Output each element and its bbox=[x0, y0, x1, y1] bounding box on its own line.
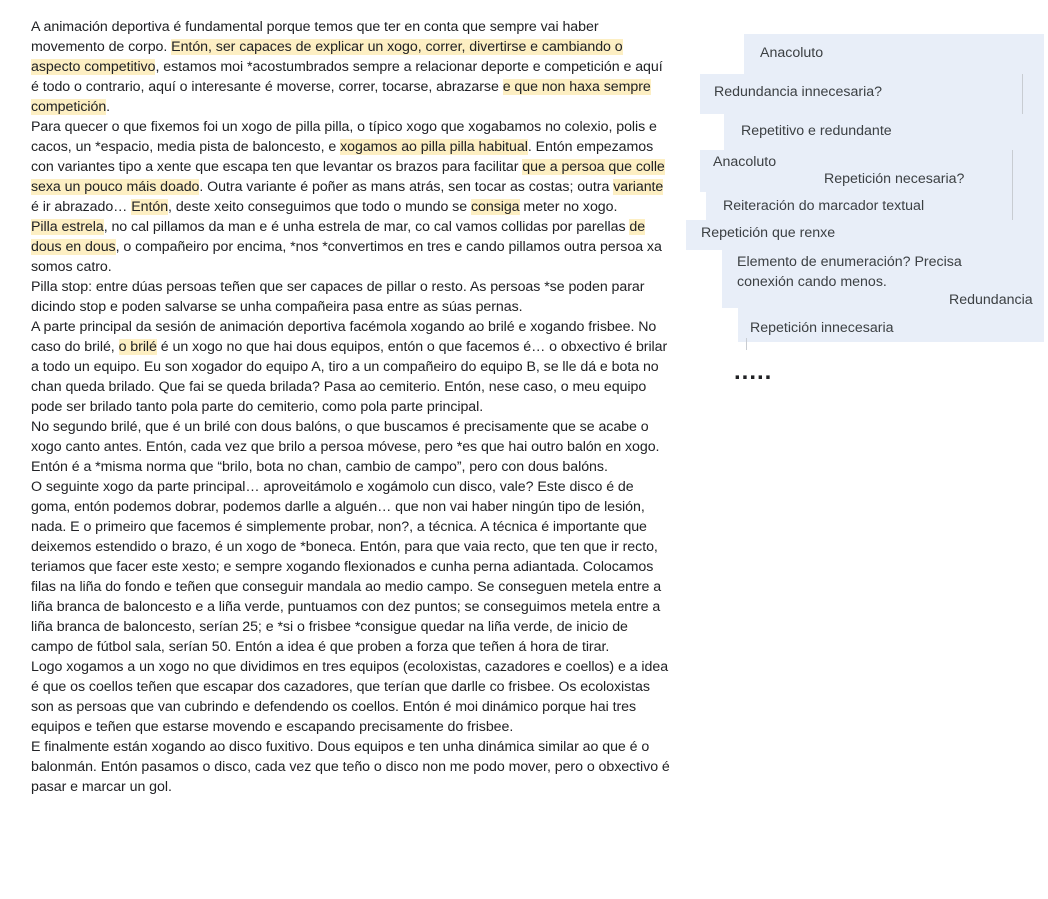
more-indicator: ..... bbox=[734, 358, 773, 385]
comment[interactable]: Reiteración do marcador textual bbox=[723, 198, 925, 214]
comment[interactable]: Anacoluto bbox=[713, 154, 777, 170]
highlighted-text[interactable]: xogamos ao pilla pilla habitual bbox=[340, 139, 528, 155]
paragraph bbox=[31, 277, 671, 317]
paragraph bbox=[31, 217, 671, 277]
comment-connector bbox=[1012, 150, 1013, 220]
paragraph bbox=[31, 417, 671, 477]
document-body bbox=[31, 17, 671, 797]
highlighted-text[interactable]: de dous en dous bbox=[31, 219, 646, 255]
paragraph bbox=[31, 477, 671, 657]
text-run: , no cal pillamos da man e é unha estrela de mar, co cal vamos collidas por parellas bbox=[103, 219, 630, 235]
text-run: O seguinte xogo da parte principal… aproveitámolo e xogámolo cun disco, vale? Este disco é de goma, entón podemos dobrar, podemos darlle a alguén… que non vai haber ningún tipo de lesión, nada. E o primeiro que facemos é simplemente probar, non?, a técnica. A técnica é importante que deixemos estendido o brazo, é un xogo de *boneca. Entón, para que vaia recto, que ten que ir recto, teriamos que facer este xesto; e sempre xogando flexionados e cunha perna adiantada. Colocamos filas na liña do fondo e teñen que conseguir mandala ao medio campo. Se conseguen metela entre a liña branca de baloncesto e a liña verde, puntuamos con dez puntos; se conseguimos metela entre a liña branca de baloncesto, serían 25; e *si o frisbee *consigue quedar na liña verde, de inicio de campo de fútbol sala, serían 50. Entón a idea é que proben a forza que teñen á hora de tirar. bbox=[31, 479, 662, 655]
text-run: , deste xeito conseguimos que todo o mundo se bbox=[168, 199, 471, 215]
text-run: . Outra variante é poñer as mans atrás, sen tocar as costas; outra bbox=[199, 179, 614, 195]
comment[interactable]: Repetición innecesaria bbox=[750, 320, 894, 336]
highlighted-text[interactable]: Pilla estrela bbox=[31, 219, 104, 235]
comment[interactable]: Redundancia bbox=[949, 292, 1033, 308]
highlighted-text[interactable]: e que non haxa sempre competición bbox=[31, 79, 651, 115]
highlighted-text[interactable]: consiga bbox=[470, 199, 520, 215]
paragraph bbox=[31, 657, 671, 737]
highlighted-text[interactable]: o brilé bbox=[118, 339, 157, 355]
comment-connector bbox=[746, 338, 747, 350]
text-run: Logo xogamos a un xogo no que dividimos en tres equipos (ecoloxistas, cazadores e coellos) e a idea é que os coellos teñen que escapar dos cazadores, que terían que darlle co frisbee. Os ecoloxistas son as persoas que van cubrindo e defendendo os coellos. Entón é moi dinámico porque hai tres equipos e teñen que estarse movendo e escapando precisamente do frisbee. bbox=[31, 659, 669, 735]
paragraph bbox=[31, 737, 671, 797]
comment[interactable]: Redundancia innecesaria? bbox=[714, 84, 883, 100]
text-run: é ir abrazado… bbox=[31, 199, 132, 215]
text-run: , estamos moi *acostumbrados sempre a relacionar deporte e competición e aquí é todo o contrario, aquí o interesante é moverse, correr, tocarse, abrazarse bbox=[31, 59, 663, 95]
highlighted-text[interactable]: que a persoa que colle sexa un pouco máis doado bbox=[31, 159, 665, 195]
text-run: meter no xogo. bbox=[519, 199, 618, 215]
paragraph bbox=[31, 117, 671, 217]
highlighted-text[interactable]: Entón, ser capaces de explicar un xogo, correr, divertirse e cambiando o aspecto competitivo bbox=[31, 39, 623, 75]
text-run: . bbox=[106, 99, 111, 115]
comment[interactable]: Anacoluto bbox=[760, 45, 824, 61]
text-run: é un xogo no que hai dous equipos, entón o que facemos é… o obxectivo é brilar a todo un equipo. Eu son xogador do equipo A, tiro a un compañeiro do equipo B, se lle dá e bota no chan queda brilado. Que fai se queda brilada? Pasa ao cemiterio. Entón, nese caso, o meu equipo pode ser brilado tanto pola parte do cemiterio, como pola parte principal. bbox=[31, 339, 668, 415]
text-run: Pilla stop: entre dúas persoas teñen que ser capaces de pillar o resto. As persoas *se poden parar dicindo stop e poden salvarse se unha compañeira pasa entre as súas pernas. bbox=[31, 279, 645, 315]
comment[interactable]: Repetición que renxe bbox=[701, 225, 836, 241]
comment[interactable]: Repetición necesaria? bbox=[824, 171, 965, 187]
comment-connector bbox=[1022, 74, 1023, 114]
highlighted-text[interactable]: variante bbox=[613, 179, 664, 195]
paragraph bbox=[31, 17, 671, 117]
text-run: Para quecer o que fixemos foi un xogo de pilla pilla, o típico xogo que xogabamos no colexio, polis e cacos, un *espacio, media pista de baloncesto, e bbox=[31, 119, 657, 155]
text-run: A animación deportiva é fundamental porque temos que ter en conta que sempre vai haber movemento de corpo. bbox=[31, 19, 599, 55]
text-run: , o compañeiro por encima, *nos *convertimos en tres e cando pillamos outra persoa xa somos catro. bbox=[31, 239, 662, 275]
paragraph bbox=[31, 317, 671, 417]
text-run: A parte principal da sesión de animación deportiva facémola xogando ao brilé e xogando frisbee. No caso do brilé, bbox=[31, 319, 657, 355]
text-run: No segundo brilé, que é un brilé con dous balóns, o que buscamos é precisamente que se acabe o xogo canto antes. Entón, cada vez que brilo a persoa móvese, pero *es que hai outro balón en xogo. Entón é a *misma norma que “brilo, bota no chan, cambio de campo”, pero con dous balóns. bbox=[31, 419, 660, 475]
comment[interactable]: Elemento de enumeración? Precisa conexión cando menos. bbox=[737, 254, 962, 290]
text-run: E finalmente están xogando ao disco fuxitivo. Dous equipos e ten unha dinámica similar ao que é o balonmán. Entón pasamos o disco, cada vez que teño o disco non me podo mover, pero o obxectivo é pasar e marcar un gol. bbox=[31, 739, 670, 795]
highlighted-text[interactable]: Entón bbox=[131, 199, 169, 215]
text-run: . Entón empezamos con variantes tipo a xente que escapa ten que levantar os brazos para facilitar bbox=[31, 139, 654, 175]
comment[interactable]: Repetitivo e redundante bbox=[741, 123, 892, 139]
